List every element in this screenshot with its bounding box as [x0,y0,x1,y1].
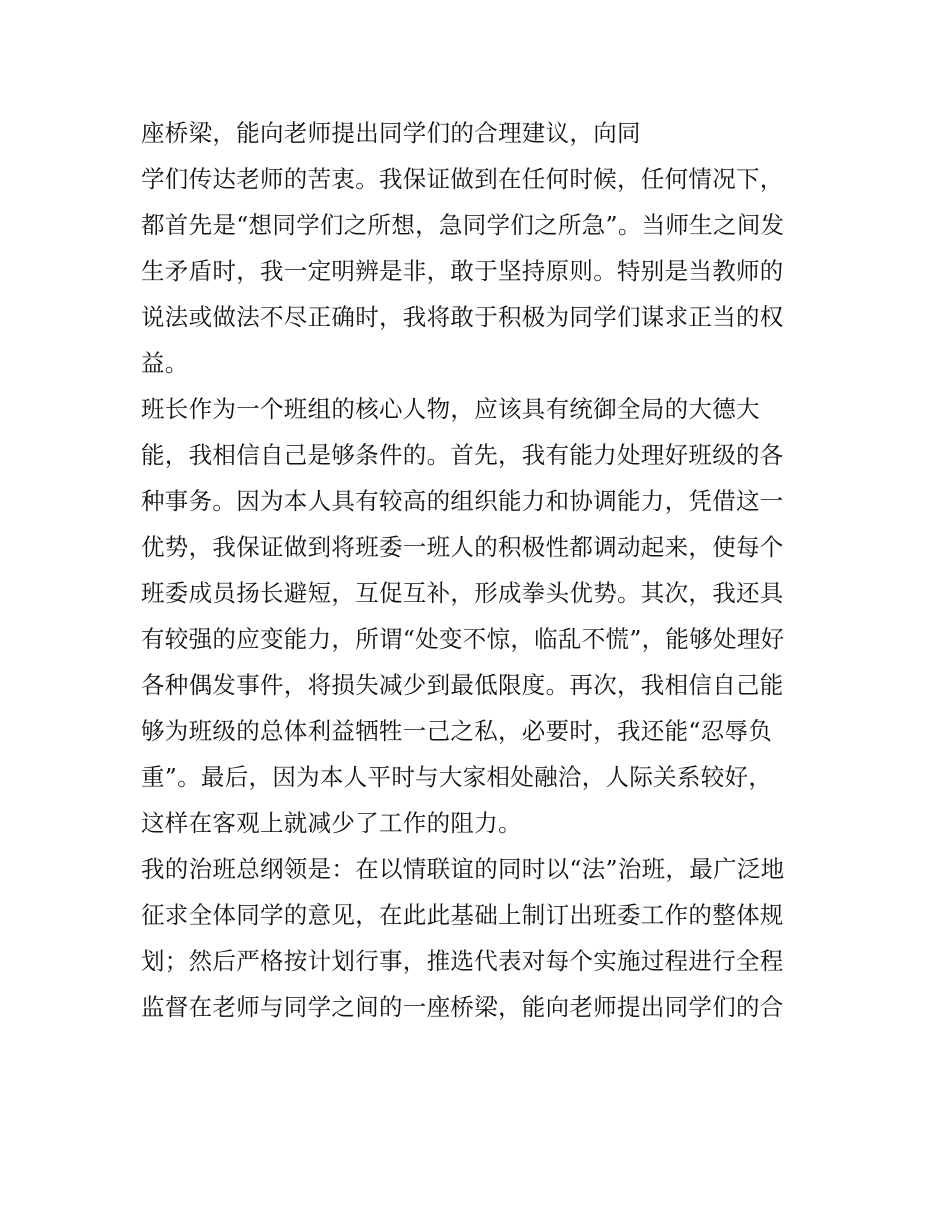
text-line: 优势，我保证做到将班委一班人的积极性都调动起来，使每个 [141,533,784,561]
text-line: 够为班级的总体利益牺牲一己之私，必要时，我还能“忍辱负 [141,717,773,745]
text-line: 有较强的应变能力，所谓“处变不惊，临乱不慌”，能够处理好 [141,625,785,653]
text-line: 监督在老师与同学之间的一座桥梁，能向老师提出同学们的合 [141,993,784,1021]
text-line: 各种偶发事件，将损失减少到最低限度。再次，我相信自己能 [141,671,784,699]
text-line: 重”。最后，因为本人平时与大家相处融洽，人际关系较好， [141,763,773,791]
text-line: 划；然后严格按计划行事，推选代表对每个实施过程进行全程 [141,947,784,975]
body-text [141,110,821,1030]
text-line: 座桥梁，能向老师提出同学们的合理建议，向同 [141,119,641,147]
text-line: 班委成员扬长避短，互促互补，形成拳头优势。其次，我还具 [141,579,784,607]
text-line: 都首先是“想同学们之所想，急同学们之所急”。当师生之间发 [141,211,785,239]
text-line: 班长作为一个班组的核心人物，应该具有统御全局的大德大 [141,395,760,423]
text-line: 益。 [141,349,189,377]
text-line: 种事务。因为本人具有较高的组织能力和协调能力，凭借这一 [141,487,784,515]
text-line: 说法或做法不尽正确时，我将敢于积极为同学们谋求正当的权 [141,303,784,331]
text-line: 能，我相信自己是够条件的。首先，我有能力处理好班级的各 [141,441,784,469]
text-line: 我的治班总纲领是：在以情联谊的同时以“法”治班，最广泛地 [141,855,785,883]
text-line: 征求全体同学的意见，在此此基础上制订出班委工作的整体规 [141,901,784,929]
text-line: 学们传达老师的苦衷。我保证做到在任何时候，任何情况下， [141,165,784,193]
text-line: 这样在客观上就减少了工作的阻力。 [141,809,522,837]
text-line: 生矛盾时，我一定明辨是非，敢于坚持原则。特别是当教师的 [141,257,784,285]
